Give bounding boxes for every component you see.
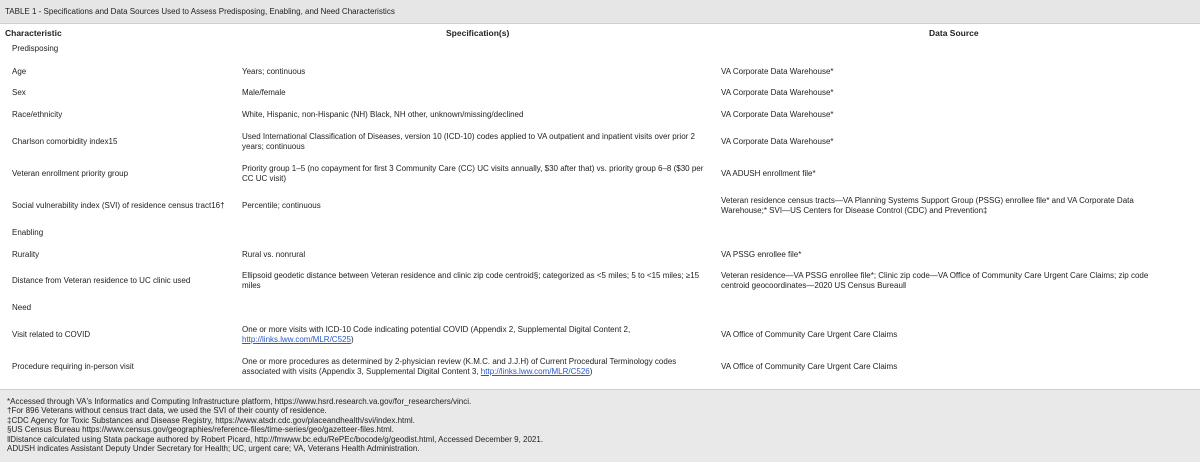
table-footnotes [0, 389, 1200, 462]
specification-cell: Rural vs. nonrural [242, 250, 306, 259]
specification-cell [242, 325, 712, 345]
characteristic-cell: Procedure requiring in-person visit [12, 362, 134, 371]
supplemental-content-link[interactable]: http://links.lww.com/MLR/C525 [242, 335, 351, 344]
characteristic-cell: Veteran enrollment priority group [12, 169, 129, 178]
header-data-source: Data Source [929, 28, 979, 38]
section-label: Predisposing [12, 44, 59, 53]
data-source-cell: Veteran residence—VA PSSG enrollee file*; Clinic zip code—VA Office of Community Care Urgent Care Claims; zip code centroid geocoordinates—2020 US Census Bureau‖ [721, 271, 1149, 290]
specification-cell: Ellipsoid geodetic distance between Veteran residence and clinic zip code centroid§; categorized as <5 miles; 5 to <15 miles; ≥15 miles [242, 271, 700, 290]
footnote: §US Census Bureau https://www.census.gov/geographies/reference-files/time-series/geo/gazetteer-files.html. [7, 425, 394, 435]
data-source-cell: VA Office of Community Care Urgent Care Claims [721, 362, 898, 371]
header-specifications: Specification(s) [446, 28, 510, 38]
data-source-cell: VA Office of Community Care Urgent Care Claims [721, 330, 898, 339]
specification-cell [242, 357, 712, 377]
characteristic-cell: Charlson comorbidity index15 [12, 137, 118, 146]
footnote: †For 896 Veterans without census tract data, we used the SVI of their county of residence. [7, 406, 327, 416]
characteristic-cell: Age [12, 67, 27, 76]
supplemental-content-link[interactable]: http://links.lww.com/MLR/C526 [480, 367, 590, 376]
specification-cell: Male/female [242, 88, 286, 97]
spec-text: One or more procedures as determined by 2-physician review (K.M.C. and J.J.H) of Current Procedural Terminology codes associated with visits (Appendix 3, Supplemental Digital Content 3, [242, 357, 677, 376]
data-source-cell: VA ADUSH enrollment file* [721, 169, 816, 178]
data-source-cell: VA Corporate Data Warehouse* [721, 137, 834, 146]
footnote: ‖Distance calculated using Stata package authored by Robert Picard, http://fmwww.bc.edu/RePEc/bocode/g/geodist.html, Accessed December 9, 2021. [7, 434, 544, 444]
footnote: *Accessed through VA's Informatics and Computing Infrastructure platform, https://www.hsrd.research.va.gov/for_researchers/vinci. [7, 397, 472, 406]
spec-text-end: ) [589, 367, 593, 376]
header-characteristic: Characteristic [5, 28, 62, 38]
data-source-cell: VA Corporate Data Warehouse* [721, 88, 834, 97]
characteristic-cell: Rurality [12, 250, 40, 259]
characteristic-cell: Visit related to COVID [12, 330, 91, 339]
data-source-cell: VA PSSG enrollee file* [721, 250, 802, 259]
specification-cell: Priority group 1–5 (no copayment for first 3 Community Care (CC) UC visits annually, $30 after that) vs. priority group 6–8 ($30 per CC UC visit) [242, 164, 704, 183]
specification-cell: White, Hispanic, non-Hispanic (NH) Black, NH other, unknown/missing/declined [242, 110, 524, 119]
footnote: ‡CDC Agency for Toxic Substances and Disease Registry, https://www.atsdr.cdc.gov/placeandhealth/svi/index.html. [7, 415, 415, 425]
specification-cell: Years; continuous [242, 67, 306, 76]
footnote: ADUSH indicates Assistant Deputy Under Secretary for Health; UC, urgent care; VA, Veterans Health Administration. [7, 444, 420, 454]
characteristic-cell: Sex [12, 88, 26, 97]
characteristic-cell: Distance from Veteran residence to UC clinic used [12, 276, 191, 285]
spec-text: One or more visits with ICD-10 Code indicating potential COVID (Appendix 2, Supplemental Digital Content 2, [242, 325, 631, 334]
data-source-cell: VA Corporate Data Warehouse* [721, 110, 834, 119]
specification-cell: Used International Classification of Diseases, version 10 (ICD-10) codes applied to VA outpatient and inpatient visits over prior 2 years; continuous [242, 132, 695, 151]
table-title: TABLE 1 - Specifications and Data Sources Used to Assess Predisposing, Enabling, and Need Characteristics [0, 0, 1200, 24]
specification-cell: Percentile; continuous [242, 201, 321, 210]
spec-text-end: ) [350, 335, 354, 344]
section-label: Enabling [12, 228, 44, 237]
data-source-cell: VA Corporate Data Warehouse* [721, 67, 834, 76]
section-label: Need [12, 303, 32, 312]
characteristic-cell: Race/ethnicity [12, 110, 63, 119]
characteristic-cell: Social vulnerability index (SVI) of residence census tract16† [12, 201, 225, 210]
data-source-cell: Veteran residence census tracts—VA Planning Systems Support Group (PSSG) enrollee file* and VA Corporate Data Warehouse;* SVI—US Centers for Disease Control (CDC) and Prevention‡ [721, 196, 1134, 215]
